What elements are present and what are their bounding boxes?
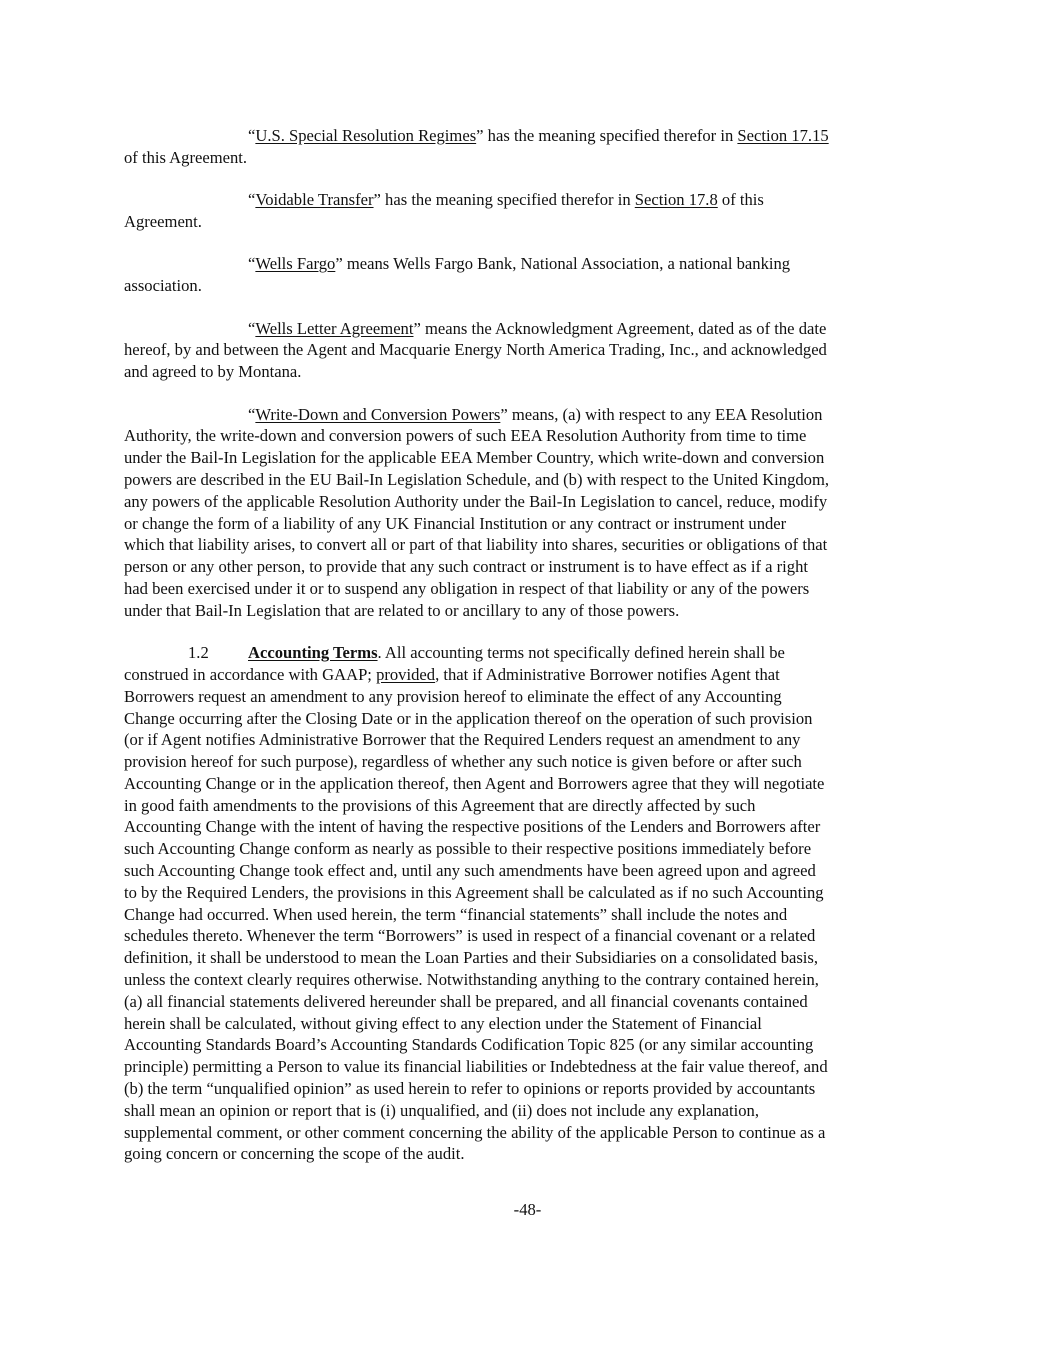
- text: “: [248, 254, 256, 274]
- text-line: [124, 925, 934, 947]
- text-line: [124, 578, 934, 600]
- text: principle) permitting a Person to value its financial liabilities or Indebtedness at the fair value thereof, and: [124, 1057, 828, 1077]
- section-heading: Accounting Terms: [248, 643, 378, 663]
- text: and agreed to by Montana.: [124, 362, 302, 382]
- text: Accounting Change with the intent of having the respective positions of the Lenders and Borrowers after: [124, 817, 821, 837]
- defined-term: provided: [376, 664, 436, 684]
- text: any powers of the applicable Resolution Authority under the Bail-In Legislation to cancel, reduce, modify: [124, 491, 828, 511]
- text: under that Bail-In Legislation that are related to or ancillary to any of those powers.: [124, 600, 680, 620]
- text-line: [124, 1078, 934, 1100]
- text-line: [124, 189, 934, 211]
- text: shall mean an opinion or report that is (i) unqualified, and (ii) does not include any explanation,: [124, 1100, 760, 1120]
- text-line: [124, 361, 934, 383]
- text-line: [124, 211, 934, 233]
- text: unless the context clearly requires otherwise. Notwithstanding anything to the contrary contained herein,: [124, 970, 819, 990]
- text-line: [124, 253, 934, 275]
- text-line: [124, 1122, 934, 1144]
- defined-term: U.S. Special Resolution Regimes: [255, 126, 477, 145]
- text-line: [124, 969, 934, 991]
- text: ” means Wells Fargo Bank, National Association, a national banking: [335, 254, 791, 274]
- text: had been exercised under it or to suspend any obligation in respect of that liability or any of the powers: [124, 578, 810, 598]
- text-line: [124, 339, 934, 361]
- text: provision hereof for such purpose), regardless of whether any such notice is given before or after such: [124, 752, 802, 772]
- text: Agreement.: [124, 211, 202, 231]
- section-number: 1.2: [188, 643, 209, 663]
- text-line: [124, 469, 934, 491]
- text-line: [124, 534, 934, 556]
- text: ” means the Acknowledgment Agreement, dated as of the date: [413, 318, 827, 338]
- text: ” has the meaning specified therefor in: [476, 126, 738, 145]
- defined-term: Wells Fargo: [255, 254, 336, 274]
- text-line: [124, 125, 934, 147]
- text-line: [124, 425, 934, 447]
- text: ” means, (a) with respect to any EEA Resolution: [500, 404, 823, 424]
- text-line: [124, 1034, 934, 1056]
- text: construed in accordance with GAAP;: [124, 664, 377, 684]
- page-number: -48-: [513, 1200, 542, 1219]
- text: to by the Required Lenders, the provisions in this Agreement shall be calculated as if no such Accounting: [124, 882, 824, 902]
- text-line: [124, 147, 934, 169]
- text-line: [124, 600, 934, 622]
- text-line: [124, 991, 934, 1013]
- text-line: [124, 947, 934, 969]
- text-line: [124, 860, 934, 882]
- text-line: [124, 795, 934, 817]
- text: “: [248, 126, 256, 145]
- text: of this Agreement.: [124, 147, 248, 167]
- text: “: [248, 318, 256, 338]
- text: supplemental comment, or other comment concerning the ability of the applicable Person to continue as a: [124, 1122, 826, 1142]
- text: “: [248, 404, 256, 424]
- defined-term: Voidable Transfer: [255, 190, 374, 210]
- text-line: [124, 882, 934, 904]
- text: (a) all financial statements delivered hereunder shall be prepared, and all financial covenants contained: [124, 991, 808, 1011]
- text: under the Bail-In Legislation for the applicable EEA Member Country, which write-down and conversion: [124, 448, 825, 468]
- definition-wells-letter-agreement: [124, 318, 934, 383]
- text: Authority, the write-down and conversion powers of such EEA Resolution Authority from time to time: [124, 426, 807, 446]
- text: Change had occurred. When used herein, the term “financial statements” shall include the notes and: [124, 904, 788, 924]
- text: Accounting Standards Board’s Accounting Standards Codification Topic 825 (or any similar accounting: [124, 1035, 814, 1055]
- text: which that liability arises, to convert all or part of that liability into shares, securities or obligations of that: [124, 535, 828, 555]
- text: schedules thereto. Whenever the term “Borrowers” is used in respect of a financial covenant or a related: [124, 926, 816, 946]
- text-line: [124, 275, 934, 297]
- text: powers are described in the EU Bail-In Legislation Schedule, and (b) with respect to the United Kingdom,: [124, 469, 830, 489]
- text-line: [124, 1100, 934, 1122]
- definition-write-down-and-conversion-powers: [124, 404, 934, 622]
- text: definition, it shall be understood to mean the Loan Parties and their Subsidiaries on a consolidated basis,: [124, 948, 819, 968]
- text-line: [124, 491, 934, 513]
- text-line: [124, 642, 934, 664]
- text-line: [124, 904, 934, 926]
- text-line: [124, 816, 934, 838]
- text-line: [124, 751, 934, 773]
- text: ” has the meaning specified therefor in: [373, 190, 635, 210]
- definition-us-special-resolution-regimes: [124, 125, 934, 169]
- text: herein shall be calculated, without giving effect to any election under the Statement of Financial: [124, 1013, 762, 1033]
- defined-term: Write-Down and Conversion Powers: [255, 404, 501, 424]
- text: person or any other person, to provide that any such contract or instrument is to have effect as if a right: [124, 557, 808, 577]
- text: Change occurring after the Closing Date or in the application thereof on the operation of such provision: [124, 708, 813, 728]
- text-line: [124, 318, 934, 340]
- text-line: [124, 773, 934, 795]
- text-line: [124, 729, 934, 751]
- definition-wells-fargo: [124, 253, 934, 297]
- defined-term: Section 17.15: [737, 126, 829, 145]
- text: , that if Administrative Borrower notifies Agent that: [435, 664, 780, 684]
- text: of this: [717, 190, 764, 210]
- text: Borrowers request an amendment to any provision hereof to eliminate the effect of any Accounting: [124, 686, 782, 706]
- document-body: [124, 125, 934, 1186]
- text-line: [124, 447, 934, 469]
- defined-term: Wells Letter Agreement: [255, 318, 414, 338]
- section-1-2-accounting-terms: [124, 642, 934, 1165]
- definition-voidable-transfer: [124, 189, 934, 233]
- text: hereof, by and between the Agent and Macquarie Energy North America Trading, Inc., and acknowledged: [124, 340, 827, 360]
- text-line: [124, 1056, 934, 1078]
- text: such Accounting Change took effect and, until any such amendments have been agreed upon and agreed: [124, 861, 816, 881]
- text-line: [124, 1013, 934, 1035]
- text: (b) the term “unqualified opinion” as used herein to refer to opinions or reports provided by accountants: [124, 1079, 816, 1099]
- text: “: [248, 190, 256, 210]
- text: (or if Agent notifies Administrative Borrower that the Required Lenders request an amendment to any: [124, 730, 801, 750]
- text-line: [124, 513, 934, 535]
- text-line: [124, 1143, 934, 1165]
- text-line: [124, 556, 934, 578]
- text: in good faith amendments to the provisions of this Agreement that are directly affected by such: [124, 795, 756, 815]
- text: Accounting Change or in the application thereof, then Agent and Borrowers agree that they will negotiate: [124, 773, 825, 793]
- defined-term: Section 17.8: [634, 190, 718, 210]
- text-line: [124, 664, 934, 686]
- text-line: [124, 708, 934, 730]
- text: . All accounting terms not specifically defined herein shall be: [377, 643, 785, 663]
- text: association.: [124, 276, 202, 296]
- text: going concern or concerning the scope of the audit.: [124, 1144, 465, 1164]
- text: or change the form of a liability of any UK Financial Institution or any contract or instrument under: [124, 513, 787, 533]
- text: such Accounting Change conform as nearly as possible to their respective positions immediately before: [124, 839, 812, 859]
- text-line: [124, 686, 934, 708]
- text-line: [124, 404, 934, 426]
- text-line: [124, 838, 934, 860]
